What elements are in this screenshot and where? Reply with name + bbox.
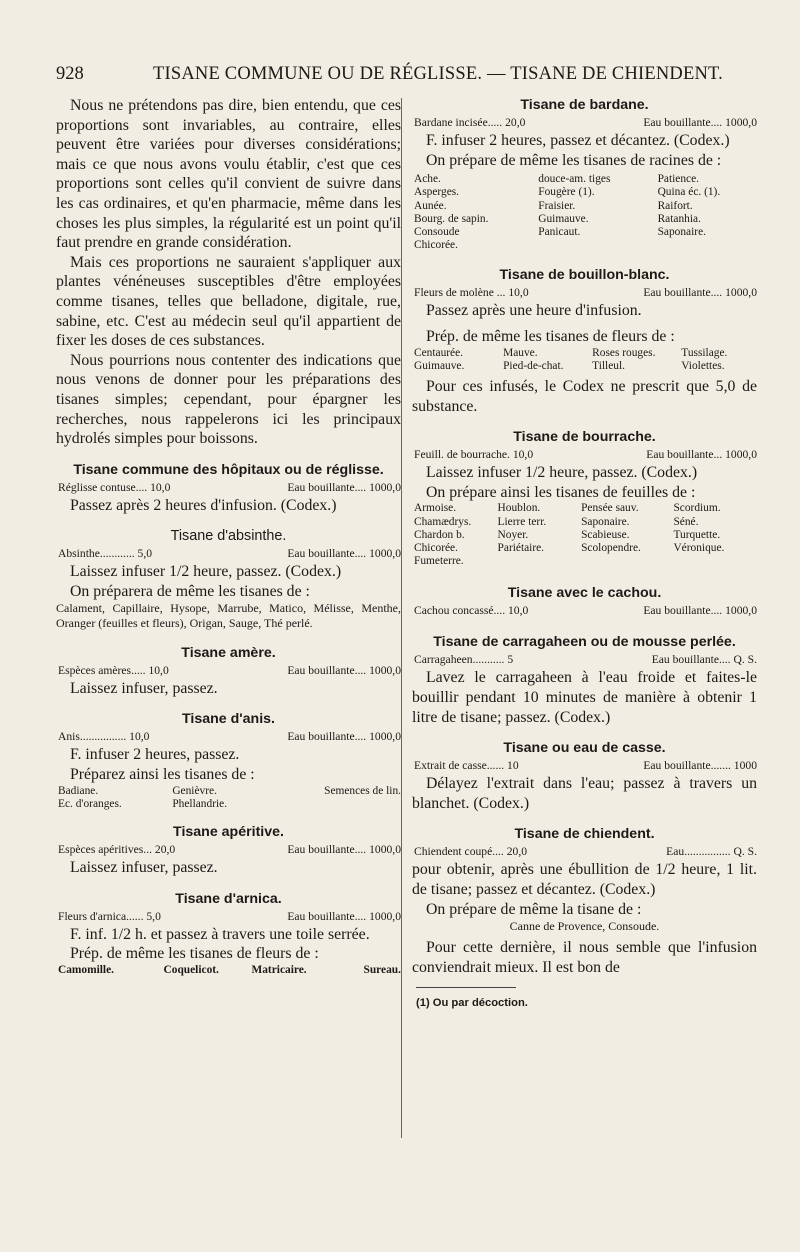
ingredient: Eau bouillante... 1000,0 xyxy=(646,448,757,462)
ingredient: Réglisse contuse.... 10,0 xyxy=(58,480,171,494)
plant-item: douce-am. tiges xyxy=(538,173,611,186)
ingredient: Feuill. de bourrache. 10,0 xyxy=(414,448,534,462)
section-heading: Tisane d'arnica. xyxy=(175,890,282,907)
plant-grid xyxy=(412,502,757,568)
plant-item: Asperges. xyxy=(414,186,460,199)
plant-item: Houblon. xyxy=(497,502,541,515)
paragraph: Mais ces proportions ne sauraient s'appliquer aux plantes vénéneuses susceptibles d'être employées comme tisanes, telles que belladone, digitale, rue, sabine, etc. C'est au médecin seul qu'il appartient de fixer les doses de ces substances. xyxy=(56,253,401,350)
plant-item: Tilleul. xyxy=(592,359,625,372)
plant-item: Chicorée. xyxy=(414,239,458,252)
plant-item xyxy=(673,555,757,568)
ingredient: Carragaheen........... 5 xyxy=(414,653,514,667)
plant-item: Badiane. xyxy=(58,784,99,797)
plant-item: Ache. xyxy=(414,173,441,186)
plant-item: Chamædrys. xyxy=(414,515,472,528)
plant-grid xyxy=(56,785,401,811)
plant-item: Consoude xyxy=(414,226,460,238)
ingredient: Eau bouillante.... 1000,0 xyxy=(287,547,401,561)
plant-item: Chicorée. xyxy=(414,541,458,554)
paragraph: Laissez infuser 1/2 heure, passez. (Codex.) xyxy=(426,464,698,482)
section-heading: Tisane de chiendent. xyxy=(514,826,655,843)
plant-item: Bourg. de sapin. xyxy=(414,212,489,225)
right-column xyxy=(412,96,757,1014)
paragraph: F. infuser 2 heures, passez et décantez. (Codex.) xyxy=(426,132,730,149)
paragraph: On prépare de même la tisane de : xyxy=(426,900,642,918)
plant-item: Sureau. xyxy=(363,963,401,976)
plant-item: Roses rouges. xyxy=(592,346,656,359)
ingredient: Bardane incisée..... 20,0 xyxy=(414,116,526,129)
plant-item: Armoise. xyxy=(414,502,457,515)
plant-item: Quina éc. (1). xyxy=(657,186,721,199)
plant-item: Panicaut. xyxy=(538,226,581,238)
plant-item: Centaurée. xyxy=(414,346,464,359)
plant-item: Véronique. xyxy=(673,541,725,554)
paragraph: On prépare de même les tisanes de racines de : xyxy=(426,151,722,169)
paragraph: Passez après 2 heures d'infusion. (Codex.) xyxy=(70,496,337,514)
plant-item: Guimauve. xyxy=(538,212,589,225)
ingredient: Eau bouillante.... 1000,0 xyxy=(643,116,757,129)
paragraph: Passez après une heure d'infusion. xyxy=(426,302,642,320)
plant-list: Canne de Provence, Consoude. xyxy=(509,919,660,934)
recipe-line xyxy=(56,546,401,562)
paragraph: Pour ces infusés, le Codex ne prescrit que 5,0 de substance. xyxy=(412,378,757,415)
paragraph: Délayez l'extrait dans l'eau; passez à travers un blanchet. (Codex.) xyxy=(412,775,757,812)
ingredient: Eau bouillante.... 1000,0 xyxy=(287,843,401,857)
recipe-line xyxy=(412,603,757,619)
ingredient: Eau bouillante.... 1000,0 xyxy=(287,663,401,677)
plant-item: Fumeterre. xyxy=(414,555,464,568)
footnote-rule xyxy=(416,987,516,988)
plant-item: Pariétaire. xyxy=(497,541,545,554)
plant-item: Ratanhia. xyxy=(657,212,701,225)
paragraph: Laissez infuser, passez. xyxy=(70,679,218,697)
recipe-line xyxy=(56,663,401,679)
plant-item: Genièvre. xyxy=(172,784,217,797)
footnote: (1) Ou par décoction. xyxy=(416,997,528,1010)
recipe-line xyxy=(412,115,757,131)
plant-item: Scolopendre. xyxy=(581,541,641,554)
section-heading: Tisane amère. xyxy=(181,644,276,661)
ingredient: Fleurs d'arnica...... 5,0 xyxy=(58,909,161,923)
paragraph: Prép. de même les tisanes de fleurs de : xyxy=(426,328,675,345)
section-heading: Tisane ou eau de casse. xyxy=(503,740,666,757)
ingredient: Eau bouillante.... Q. S. xyxy=(651,653,757,667)
plant-item: Violettes. xyxy=(681,359,725,372)
recipe-line xyxy=(412,285,757,301)
plant-item: Noyer. xyxy=(497,528,529,541)
plant-item: Lierre terr. xyxy=(497,515,547,528)
ingredient: Eau bouillante.... 1000,0 xyxy=(643,286,757,300)
plant-item: Phellandrie. xyxy=(172,797,228,810)
paragraph: On préparera de même les tisanes de : xyxy=(70,582,310,600)
ingredient: Fleurs de molène ... 10,0 xyxy=(414,286,529,300)
plant-list: Calament, Capillaire, Hysope, Marrube, Matico, Mélisse, Menthe, Oranger (feuilles et fleurs), Origan, Sauge, Thé perlé. xyxy=(56,601,401,630)
plant-item: Matricaire. xyxy=(251,963,307,976)
ingredient: Extrait de casse...... 10 xyxy=(414,759,519,773)
section-heading: Tisane apéritive. xyxy=(173,824,284,841)
page-number: 928 xyxy=(56,64,84,84)
plant-item xyxy=(581,555,673,568)
ingredient: Espèces apéritives... 20,0 xyxy=(58,843,176,857)
ingredient: Eau bouillante.... 1000,0 xyxy=(287,730,401,744)
plant-item: Pensée sauv. xyxy=(581,502,639,515)
recipe-line xyxy=(412,652,757,668)
section-heading: Tisane avec le cachou. xyxy=(507,585,662,602)
ingredient: Anis................ 10,0 xyxy=(58,730,150,744)
plant-item xyxy=(287,798,401,811)
plant-item: Aunée. xyxy=(414,199,447,212)
recipe-line xyxy=(56,909,401,925)
plant-item: Coquelicot. xyxy=(163,963,219,976)
plant-item: Pied-de-chat. xyxy=(503,359,564,372)
plant-item: Séné. xyxy=(673,515,699,528)
ingredient: Chiendent coupé.... 20,0 xyxy=(414,845,528,859)
running-header xyxy=(56,62,744,86)
column-divider xyxy=(401,98,402,1138)
recipe-line xyxy=(56,842,401,858)
paragraph: pour obtenir, après une ébullition de 1/2 heure, 1 lit. de tisane; passez et décantez. (Codex.) xyxy=(412,861,757,898)
section-heading: Tisane de carragaheen ou de mousse perlée. xyxy=(433,634,736,651)
section-heading: Tisane d'anis. xyxy=(181,711,275,728)
paragraph: F. inf. 1/2 h. et passez à travers une toile serrée. xyxy=(70,925,370,943)
paragraph: Nous pourrions nous contenter des indications que nous venons de donner pour les préparations des tisanes simples; cependant, pour épargner les recherches, nous rappelerons ici les principaux hydrolés simples pour boissons. xyxy=(56,351,401,448)
plant-item: Scabieuse. xyxy=(581,528,630,541)
plant-item: Ec. d'oranges. xyxy=(58,797,122,810)
plant-item: Mauve. xyxy=(503,346,538,359)
section-heading: Tisane commune des hôpitaux ou de réglisse. xyxy=(73,461,384,478)
recipe-line xyxy=(56,480,401,496)
recipe-line xyxy=(56,729,401,745)
ingredient: Eau bouillante.... 1000,0 xyxy=(643,604,757,618)
section-heading: Tisane de bourrache. xyxy=(513,429,656,446)
section-heading: Tisane de bouillon-blanc. xyxy=(499,267,670,284)
ingredient: Eau................ Q. S. xyxy=(666,845,757,859)
paragraph: Prép. de même les tisanes de fleurs de : xyxy=(70,945,319,963)
recipe-line xyxy=(412,447,757,463)
paragraph: On prépare ainsi les tisanes de feuilles de : xyxy=(426,483,696,501)
plant-item xyxy=(538,239,657,252)
ingredient: Absinthe............ 5,0 xyxy=(58,547,153,561)
paragraph: Préparez ainsi les tisanes de : xyxy=(70,766,255,784)
ingredient: Eau bouillante....... 1000 xyxy=(643,759,757,773)
ingredient: Cachou concassé.... 10,0 xyxy=(414,604,529,618)
paragraph: F. infuser 2 heures, passez. xyxy=(70,746,240,764)
ingredient: Eau bouillante.... 1000,0 xyxy=(287,480,401,494)
left-column xyxy=(56,96,401,977)
section-heading: Tisane d'absinthe. xyxy=(170,528,287,545)
plant-item: Turquette. xyxy=(673,528,721,541)
plant-item: Fougère (1). xyxy=(538,186,595,199)
section-heading: Tisane de bardane. xyxy=(520,97,649,113)
recipe-line xyxy=(412,758,757,774)
plant-item xyxy=(498,555,582,568)
plant-item: Tussilage. xyxy=(681,346,728,359)
plant-grid xyxy=(412,173,757,252)
plant-item: Scordium. xyxy=(673,502,721,515)
plant-item: Chardon b. xyxy=(414,528,465,541)
paragraph: Nous ne prétendons pas dire, bien entendu, que ces proportions sont invariables, au contraire, elles peuvent être variées pour diverses considérations; mais ce que nous avons voulu établir, c'est que ces proportions sont celles qu'il convient de suivre dans les cas ordinaires, et qu'en pharmacie, même dans les choses les plus simples, la régularité est un point qu'il faut prendre en grande considération. xyxy=(56,97,401,252)
plant-item: Raifort. xyxy=(657,199,693,212)
paragraph: Lavez le carragaheen à l'eau froide et faites-le bouillir pendant 10 minutes de manière à obtenir 1 litre de tisane; passez. (Codex.) xyxy=(412,669,757,726)
plant-item: Patience. xyxy=(657,173,700,186)
paragraph: Laissez infuser, passez. xyxy=(70,859,218,877)
plant-item: Camomille. xyxy=(58,963,114,976)
plant-item xyxy=(658,239,757,252)
plant-item: Fraisier. xyxy=(538,199,576,212)
plant-grid xyxy=(56,964,401,977)
plant-item: Saponaire. xyxy=(581,515,630,528)
paragraph: Laissez infuser 1/2 heure, passez. (Codex.) xyxy=(70,563,342,581)
running-title: TISANE COMMUNE OU DE RÉGLISSE. — TISANE DE CHIENDENT. xyxy=(152,64,724,84)
paragraph: Pour cette dernière, il nous semble que l'infusion conviendrait mieux. Il est bon de xyxy=(412,939,757,976)
ingredient: Espèces amères..... 10,0 xyxy=(58,663,169,677)
plant-item: Semences de lin. xyxy=(324,784,401,797)
ingredient: Eau bouillante.... 1000,0 xyxy=(287,909,401,923)
plant-item: Guimauve. xyxy=(414,359,465,372)
plant-item: Saponaire. xyxy=(657,226,706,238)
recipe-line xyxy=(412,844,757,860)
plant-grid xyxy=(412,347,757,373)
